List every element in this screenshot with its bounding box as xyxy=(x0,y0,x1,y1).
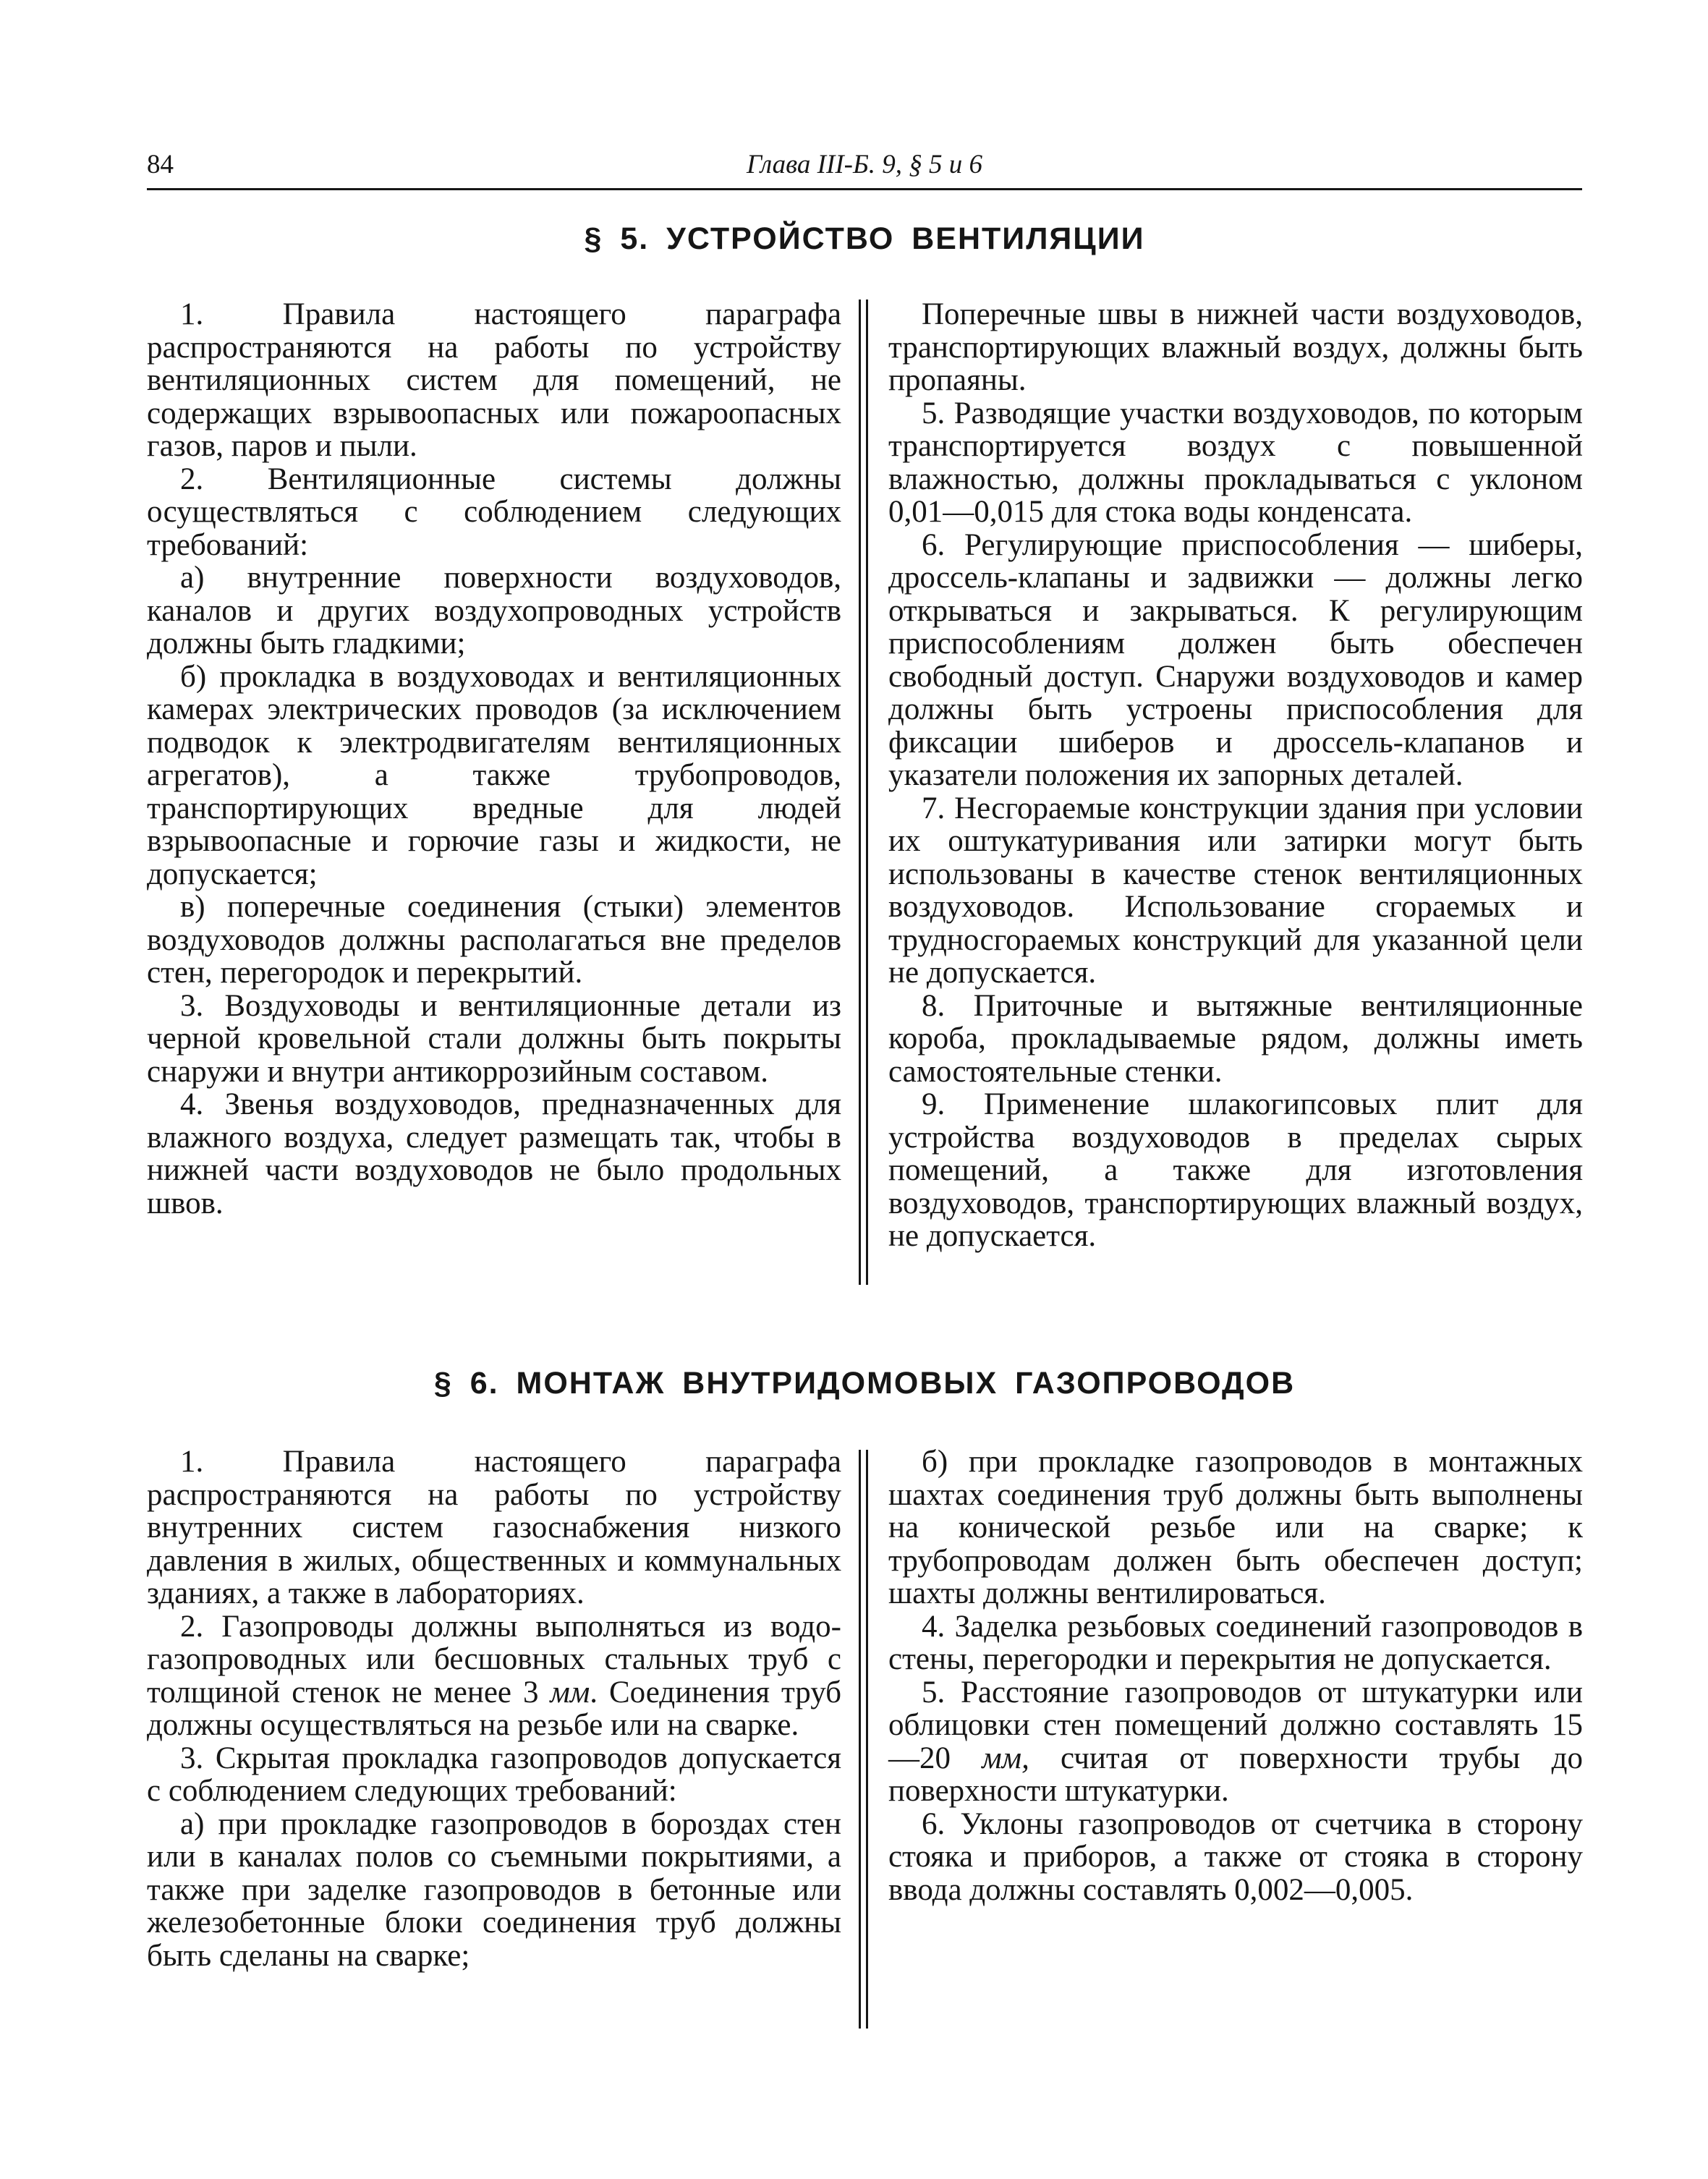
paragraph-text: 2. Газопроводы должны выполняться из водо-газопроводных или бесшовных стальных труб с толщиной стенок не менее 3 xyxy=(147,1609,841,1709)
paragraph: 6. Регулирующие приспособления — шиберы, дроссель-клапаны и задвижки — должны легко открываться и закрываться. К регулирующим приспособлениям должен быть обеспечен свободный доступ. Снаружи воздуховодов и камер должны быть устроены приспособления для фиксации шиберов и дроссель-клапанов и указатели положения их запорных деталей. xyxy=(888,527,1583,792)
paragraph: 4. Заделка резьбовых соединений газопроводов в стены, перегородки и перекрытия не допускается. xyxy=(888,1609,1583,1676)
paragraph: а) при прокладке газопроводов в бороздах стен или в каналах полов со съемными покрытиями, а также при заделке газопроводов в бетонные или железобетонные блоки соединения труб должны быть сделаны на сварке; xyxy=(147,1806,841,1973)
paragraph xyxy=(147,1610,841,1742)
section-6-title: § 6. МОНТАЖ ВНУТРИДОМОВЫХ ГАЗОПРОВОДОВ xyxy=(433,1366,1296,1401)
paragraph: а) внутренние поверхности воздуховодов, каналов и других воздухопроводных устройств должны быть гладкими; xyxy=(147,561,841,661)
unit-italic: мм xyxy=(550,1675,590,1709)
paragraph-text: . Соединения труб должны осуществляться на резьбе или на сварке. xyxy=(147,1675,841,1742)
paragraph: б) при прокладке газопроводов в монтажных шахтах соединения труб должны быть выполнены на конической резьбе или на сварке; к трубопроводам должен быть обеспечен доступ; шахты должны вентилироваться. xyxy=(888,1445,1583,1610)
unit-italic: мм, xyxy=(982,1741,1029,1775)
section-6-left-column xyxy=(147,1445,841,1972)
paragraph: в) поперечные соединения (стыки) элементов воздуховодов должны располагаться вне пределов стен, перегородок и перекрытий. xyxy=(147,890,841,990)
paragraph: 3. Воздуховоды и вентиляционные детали из черной кровельной стали должны быть покрыты снаружи и внутри антикоррозийным составом. xyxy=(147,988,841,1089)
running-title: Глава III-Б. 9, § 5 и 6 xyxy=(746,150,983,179)
page-number: 84 xyxy=(147,150,174,179)
paragraph: 1. Правила настоящего параграфа распространяются на работы по устройству вентиляционных систем для помещений, не содержащих взрывоопасных или пожароопасных газов, паров и пыли. xyxy=(147,297,841,463)
paragraph: 7. Несгораемые конструкции здания при условии их оштукатуривания или затирки могут быть использованы в качестве стенок вентиляционных воздуховодов. Использование сгораемых и трудносгораемых конструкций для указанной цели не допускается. xyxy=(888,791,1583,990)
paragraph: Поперечные швы в нижней части воздуховодов, транспортирующих влажный воздух, должны быть пропаяны. xyxy=(888,297,1583,397)
paragraph: б) прокладка в воздуховодах и вентиляционных камерах электрических проводов (за исключением подводок к электродвигателям вентиляционных агрегатов), а также трубопроводов, транспортирующих вредные для людей взрывоопасные и горючие газы и жидкости, не допускается; xyxy=(147,659,841,891)
paragraph: 4. Звенья воздуховодов, предназначенных для влажного воздуха, следует размещать так, чтобы в нижней части воздуховодов не было продольных швов. xyxy=(147,1087,841,1220)
paragraph: 8. Приточные и вытяжные вентиляционные короба, прокладываемые рядом, должны иметь самостоятельные стенки. xyxy=(888,988,1583,1089)
paragraph: 5. Разводящие участки воздуховодов, по которым транспортируется воздух с повышенной влажностью, должны прокладываться с уклоном 0,01—0,015 для стока воды конденсата. xyxy=(888,396,1583,529)
paragraph: 2. Вентиляционные системы должны осуществляться с соблюдением следующих требований: xyxy=(147,462,841,562)
section-5-left-column xyxy=(147,298,841,1220)
column-divider-line xyxy=(866,300,868,1285)
column-divider-line xyxy=(866,1450,868,2029)
column-divider-line xyxy=(859,1450,861,2029)
header-rule xyxy=(147,188,1582,190)
paragraph: 6. Уклоны газопроводов от счетчика в сторону стояка и приборов, а также от стояка в сторону ввода должны составлять 0,002—0,005. xyxy=(888,1806,1583,1907)
paragraph: 1. Правила настоящего параграфа распространяются на работы по устройству внутренних систем газоснабжения низкого давления в жилых, общественных и коммунальных зданиях, а также в лабораториях. xyxy=(147,1445,841,1610)
paragraph-text: считая от поверхности трубы до поверхности штукатурки. xyxy=(888,1741,1584,1808)
paragraph: 3. Скрытая прокладка газопроводов допускается с соблюдением следующих требований: xyxy=(147,1741,841,1808)
section-6-right-column xyxy=(888,1445,1583,1906)
column-divider-line xyxy=(859,300,861,1285)
paragraph xyxy=(888,1676,1583,1808)
section-5-title: § 5. УСТРОЙСТВО ВЕНТИЛЯЦИИ xyxy=(584,221,1145,256)
paragraph: 9. Применение шлакогипсовых плит для устройства воздуховодов в пределах сырых помещений, а также для изготовления воздуховодов, транспортирующих влажный воздух, не допускается. xyxy=(888,1087,1583,1253)
paragraph-text: 5. Расстояние газопроводов от штукатурки или облицовки стен помещений должно составлять 15—20 xyxy=(888,1675,1583,1775)
section-5-right-column xyxy=(888,298,1583,1253)
